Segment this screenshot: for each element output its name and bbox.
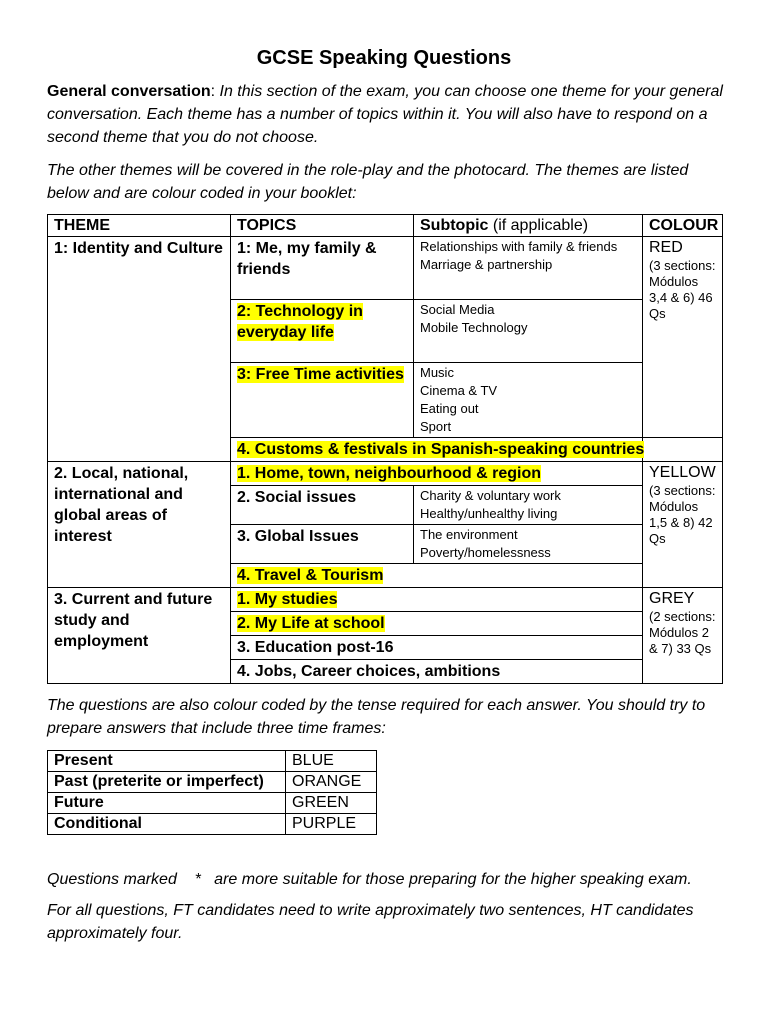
t3-topic-1 <box>231 588 643 612</box>
tenses-table <box>47 750 377 835</box>
table-row <box>48 751 377 772</box>
t1-topic-2-text: 2: Technology in everyday life <box>237 303 363 341</box>
subtopic-item: Relationships with family & friends <box>420 239 618 254</box>
note-paragraph-2 <box>47 899 727 945</box>
t1-colour-name: RED <box>649 239 683 256</box>
subtopic-item: Healthy/unhealthy living <box>420 506 558 521</box>
intro-text: In this section of the exam, you can choose one theme for your general conversation. Each theme has a number of topics within it. You will also have to respond on a second theme that you do not choose. <box>47 83 723 146</box>
table-row <box>48 772 377 793</box>
subtopic-item: Social Media <box>420 302 495 317</box>
t1-topic-3-text: 3: Free Time activities <box>237 366 404 383</box>
t1-topic-1-subtopics <box>414 237 643 300</box>
themes-table <box>47 214 723 684</box>
note-questions: Questions marked * are more suitable for those preparing for the higher speaking exam. <box>47 871 692 888</box>
tense-colour: ORANGE <box>286 772 377 793</box>
t3-colour-name: GREY <box>649 590 695 607</box>
table-row <box>48 793 377 814</box>
table-row <box>48 462 723 486</box>
t2-colour-cell <box>643 462 723 588</box>
tense-intro-text: The questions are also colour coded by the tense required for each answer. You should try to prepare answers that include three time frames: <box>47 697 706 737</box>
t2-topic-1-text: 1. Home, town, neighbourhood & region <box>237 465 541 482</box>
subtopic-item: The environment <box>420 527 518 542</box>
t1-topic-3-subtopics <box>414 363 643 438</box>
header-topics: TOPICS <box>231 215 414 237</box>
t1-colour-continued <box>643 438 723 462</box>
note-all: For all questions, FT candidates need to write approximately two sentences, HT candidates approximately four. <box>47 902 694 942</box>
subtopic-item: Poverty/homelessness <box>420 545 551 560</box>
tense-name: Conditional <box>48 814 286 835</box>
table-row <box>48 237 723 300</box>
t2-topic-3-subtopics <box>414 525 643 564</box>
table-row <box>48 814 377 835</box>
note-paragraph-1 <box>47 868 727 891</box>
theme-2-cell: 2. Local, national, international and global areas of interest <box>48 462 231 588</box>
header-subtopic <box>414 215 643 237</box>
intro-label: General conversation <box>47 83 211 100</box>
header-subtopic-bold: Subtopic <box>420 217 489 234</box>
t3-topic-3: 3. Education post-16 <box>231 636 643 660</box>
t2-colour-name: YELLOW <box>649 464 716 481</box>
header-theme: THEME <box>48 215 231 237</box>
tense-colour: PURPLE <box>286 814 377 835</box>
t3-colour-cell <box>643 588 723 684</box>
subtopic-item: Sport <box>420 419 452 434</box>
tense-intro-paragraph <box>47 694 727 740</box>
t1-topic-4-text: 4. Customs & festivals in Spanish-speaking countries <box>237 441 645 458</box>
t2-colour-note: (3 sections: Módulos 1,5 & 8) 42 Qs <box>649 483 716 546</box>
subtopic-item: Eating out <box>420 401 479 416</box>
t1-topic-3 <box>231 363 414 438</box>
t3-topic-4: 4. Jobs, Career choices, ambitions <box>231 660 643 684</box>
tense-name: Present <box>48 751 286 772</box>
tense-colour: GREEN <box>286 793 377 814</box>
subtopic-item: Cinema & TV <box>420 383 498 398</box>
subtopic-item: Music <box>420 365 454 380</box>
t1-topic-4 <box>231 438 643 462</box>
t2-topic-3: 3. Global Issues <box>231 525 414 564</box>
t3-topic-2 <box>231 612 643 636</box>
theme-3-cell: 3. Current and future study and employment <box>48 588 231 684</box>
subtopic-item: Mobile Technology <box>420 320 528 335</box>
t2-topic-1 <box>231 462 643 486</box>
intro-paragraph-2 <box>47 159 727 205</box>
intro-paragraph <box>47 80 727 149</box>
t1-colour-note: (3 sections: Módulos 3,4 & 6) 46 Qs <box>649 258 716 321</box>
t2-topic-4 <box>231 564 643 588</box>
page-title: GCSE Speaking Questions <box>256 47 512 69</box>
t3-colour-note: (2 sections: Módulos 2 & 7) 33 Qs <box>649 609 716 656</box>
subtopic-item: Marriage & partnership <box>420 257 553 272</box>
t1-topic-2-subtopics <box>414 300 643 363</box>
t2-topic-2: 2. Social issues <box>231 486 414 525</box>
t2-topic-2-subtopics <box>414 486 643 525</box>
header-colour: COLOUR <box>643 215 723 237</box>
tense-name: Future <box>48 793 286 814</box>
intro-text-2: The other themes will be covered in the role-play and the photocard. The themes are listed below and are colour coded in your booklet: <box>47 162 689 202</box>
t3-topic-1-text: 1. My studies <box>237 591 338 608</box>
tense-name: Past (preterite or imperfect) <box>48 772 286 793</box>
tense-colour: BLUE <box>286 751 377 772</box>
t3-topic-2-text: 2. My Life at school <box>237 615 385 632</box>
table-row <box>48 588 723 612</box>
intro-colon: : <box>210 83 220 100</box>
t1-topic-2 <box>231 300 414 363</box>
t2-topic-4-text: 4. Travel & Tourism <box>237 567 384 584</box>
header-subtopic-rest: (if applicable) <box>488 217 589 234</box>
subtopic-item: Charity & voluntary work <box>420 488 561 503</box>
t1-colour-cell <box>643 237 723 438</box>
t1-topic-1: 1: Me, my family & friends <box>231 237 414 300</box>
theme-1-cell: 1: Identity and Culture <box>48 237 231 462</box>
themes-header-row <box>48 215 723 237</box>
